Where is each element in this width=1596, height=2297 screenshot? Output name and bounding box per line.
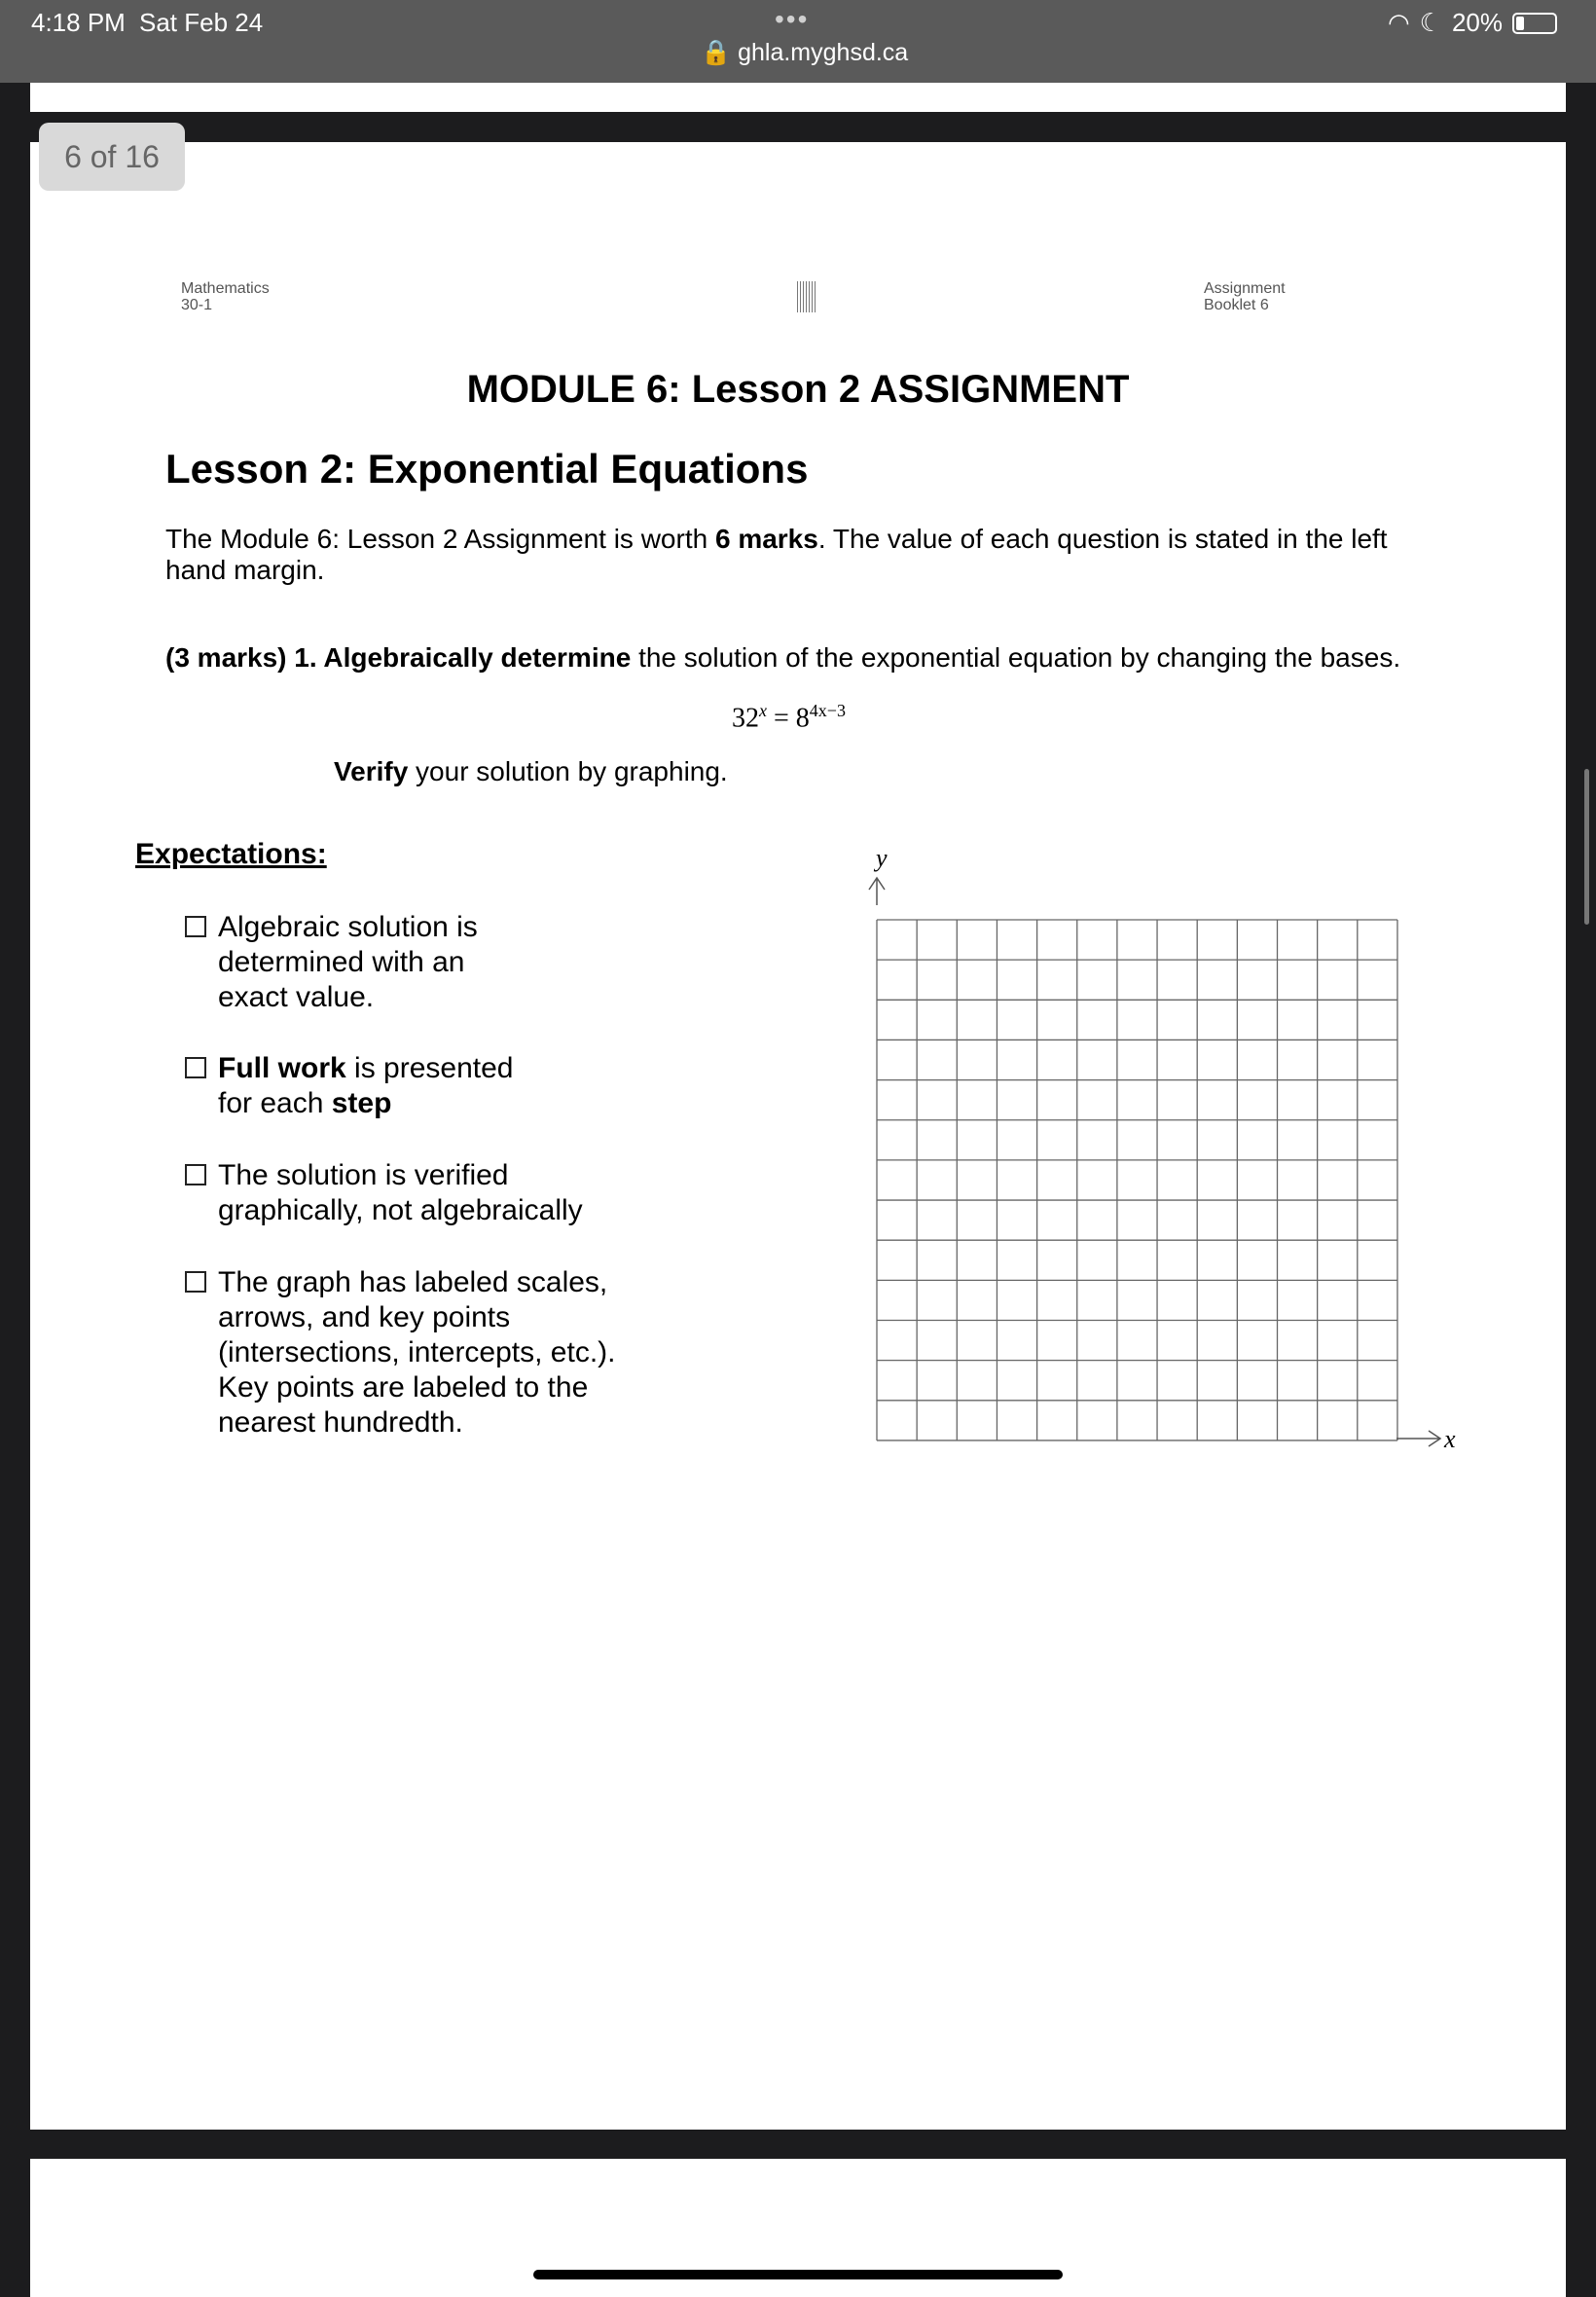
header-course: 30-1 [181, 297, 213, 313]
equation: $32^x = 8^{4x-3}$ [732, 701, 846, 734]
expectation-item: Full work is presented for each step [185, 1051, 513, 1121]
verify-instruction: Verify your solution by graphing. [334, 756, 728, 786]
header-right [1204, 280, 1286, 313]
header-booklet: Booklet 6 [1204, 297, 1269, 313]
moon-icon: ☾ [1419, 8, 1442, 37]
header-assignment: Assignment [1204, 280, 1286, 297]
status-date: Sat Feb 24 [139, 8, 264, 37]
home-indicator[interactable] [533, 2270, 1063, 2279]
lesson-title: Lesson 2: Exponential Equations [165, 446, 809, 492]
checkbox[interactable] [185, 1271, 206, 1293]
x-axis-label: x [1444, 1425, 1456, 1453]
checkbox[interactable] [185, 916, 206, 937]
page-indicator: 6 of 16 [39, 123, 185, 191]
status-bar [0, 0, 1596, 83]
battery-percent: 20% [1451, 8, 1503, 37]
x-arrow-icon [1396, 1431, 1440, 1446]
expectations-heading: Expectations: [135, 838, 327, 870]
url-text: ghla.myghsd.ca [738, 39, 909, 66]
header-left [181, 280, 270, 313]
status-indicators [1388, 8, 1557, 38]
expectation-item: The solution is verified graphically, not algebraically [185, 1158, 583, 1228]
address-bar[interactable] [701, 39, 908, 67]
page-title: MODULE 6: Lesson 2 ASSIGNMENT [466, 368, 1130, 411]
more-options-icon[interactable]: ••• [775, 4, 810, 34]
checkbox[interactable] [185, 1057, 206, 1078]
status-time: 4:18 PM [31, 8, 126, 37]
y-axis-label: y [876, 847, 888, 872]
battery-icon [1512, 13, 1557, 34]
header-subject: Mathematics [181, 280, 270, 297]
barcode-icon [797, 281, 816, 312]
wifi-icon: ◠ [1387, 8, 1410, 37]
graph-grid [856, 847, 1479, 1460]
lock-icon: 🔒 [701, 39, 732, 66]
expectation-item: The graph has labeled scales, arrows, and key points (intersections, intercepts, etc.). Key points are labeled to the nearest hundredth. [185, 1265, 616, 1440]
intro-paragraph: The Module 6: Lesson 2 Assignment is worth 6 marks. The value of each question is stated in the left hand margin. [165, 524, 1388, 585]
question-1: (3 marks) 1. Algebraically determine the solution of the exponential equation by changing the bases. [165, 642, 1401, 673]
expectation-item: Algebraic solution is determined with an exact value. [185, 910, 478, 1015]
checkbox[interactable] [185, 1164, 206, 1185]
scrollbar[interactable] [1584, 769, 1589, 925]
previous-page-edge [30, 83, 1566, 112]
y-arrow-icon [869, 878, 885, 905]
